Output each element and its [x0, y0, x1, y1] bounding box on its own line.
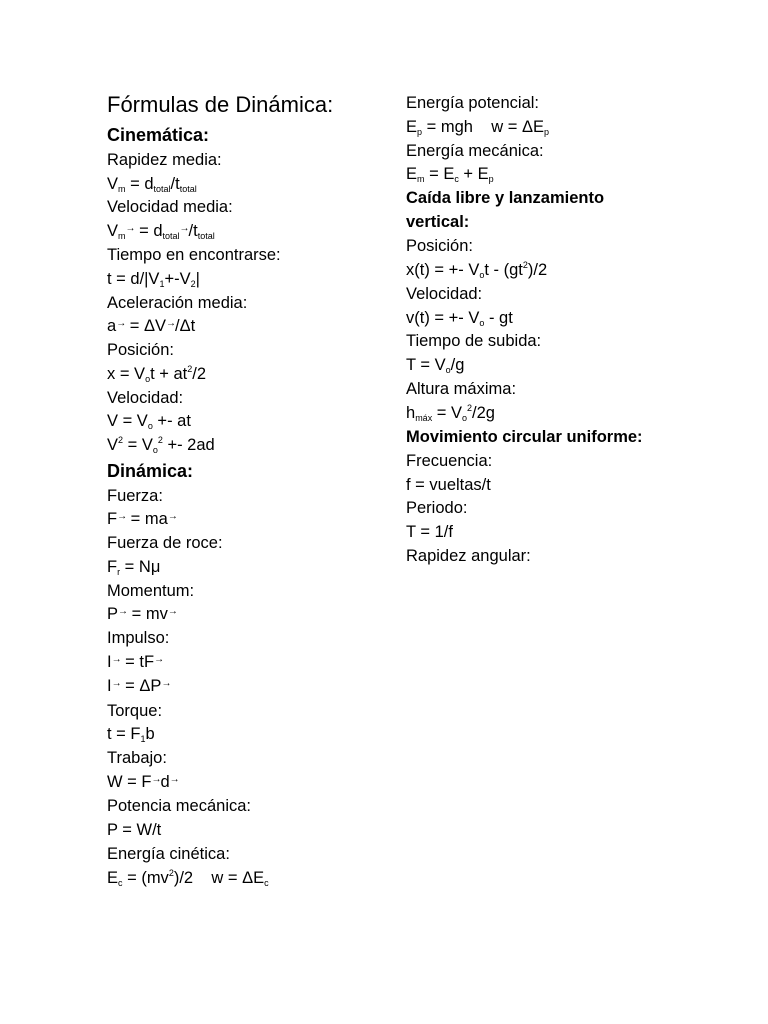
velocidad-media-label: Velocidad media:	[107, 198, 233, 216]
energia-mecanica-formula: Em = Ec + Ep	[406, 165, 494, 184]
tiempo-encontrarse-label: Tiempo en encontrarse:	[107, 246, 281, 264]
potencia-mecanica-label: Potencia mecánica:	[107, 797, 251, 815]
altura-maxima-formula: hmáx = $Vo^2/2g$	[406, 403, 495, 423]
trabajo-formula: W = F→d→	[107, 773, 179, 791]
caida-libre-heading-line1: Caída libre y lanzamiento	[406, 189, 605, 207]
impulso-formula-2: I→ = ΔP→	[107, 677, 171, 695]
posicion-formula: x = Vot + $at^2/2$	[107, 364, 207, 384]
potencia-mecanica-formula: P = W/t	[107, 821, 162, 839]
impulso-formula-1: I→ = tF→	[107, 653, 164, 671]
caida-velocidad-formula: v(t) = +- Vo - gt	[406, 309, 513, 328]
caida-velocidad-label: Velocidad:	[406, 285, 483, 303]
trabajo-label: Trabajo:	[107, 749, 167, 767]
energia-cinetica-label: Energía cinética:	[107, 845, 230, 863]
momentum-label: Momentum:	[107, 582, 195, 600]
caida-libre-heading-line2: vertical:	[406, 213, 470, 231]
mcu-heading: Movimiento circular uniforme:	[406, 428, 643, 446]
velocidad-formula-1: V = Vo +- at	[107, 412, 191, 431]
velocidad-formula-2: $V^2 = Vo^2 +- 2ad$	[107, 435, 215, 455]
energia-cinetica-formula: $Ec = (mv^2)/2$ w = ΔEc	[107, 868, 269, 888]
rapidez-media-formula: Vm = dtotal/ttotal	[107, 175, 197, 194]
altura-maxima-label: Altura máxima:	[406, 380, 517, 398]
energia-mecanica-label: Energía mecánica:	[406, 142, 544, 160]
impulso-label: Impulso:	[107, 629, 170, 647]
energia-potencial-formula: Ep = mgh w = ΔEp	[406, 118, 550, 137]
frecuencia-label: Frecuencia:	[406, 452, 493, 470]
caida-posicion-label: Posición:	[406, 237, 473, 255]
fuerza-label: Fuerza:	[107, 487, 163, 505]
tiempo-subida-formula: T = Vo/g	[406, 356, 465, 375]
torque-formula: t = F1b	[107, 725, 155, 744]
frecuencia-formula: f = vueltas/t	[406, 476, 491, 494]
posicion-label: Posición:	[107, 341, 174, 359]
periodo-formula: T = 1/f	[406, 523, 453, 541]
velocidad-media-formula: Vm→ = dtotal→/ttotal	[107, 222, 215, 241]
torque-label: Torque:	[107, 702, 163, 720]
aceleracion-media-formula: a→ = ΔV→/Δt	[107, 317, 196, 335]
dinamica-heading: Dinámica:	[107, 461, 194, 481]
tiempo-subida-label: Tiempo de subida:	[406, 332, 542, 350]
tiempo-encontrarse-formula: t = d/|V1+-V2|	[107, 270, 200, 289]
fuerza-formula: F→ = ma→	[107, 510, 177, 528]
fuerza-roce-formula: Fr = Nμ	[107, 558, 161, 577]
page-title: Fórmulas de Dinámica:	[107, 92, 334, 117]
energia-potencial-label: Energía potencial:	[406, 94, 540, 112]
caida-posicion-formula: x(t) = +- Vot - $(gt^2)/2$	[406, 260, 548, 280]
periodo-label: Periodo:	[406, 499, 468, 517]
rapidez-angular-label: Rapidez angular:	[406, 547, 531, 565]
momentum-formula: P→ = mv→	[107, 605, 177, 623]
aceleracion-media-label: Aceleración media:	[107, 294, 248, 312]
rapidez-media-label: Rapidez media:	[107, 151, 222, 169]
velocidad-label: Velocidad:	[107, 389, 184, 407]
cinematica-heading: Cinemática:	[107, 125, 210, 145]
fuerza-roce-label: Fuerza de roce:	[107, 534, 223, 552]
